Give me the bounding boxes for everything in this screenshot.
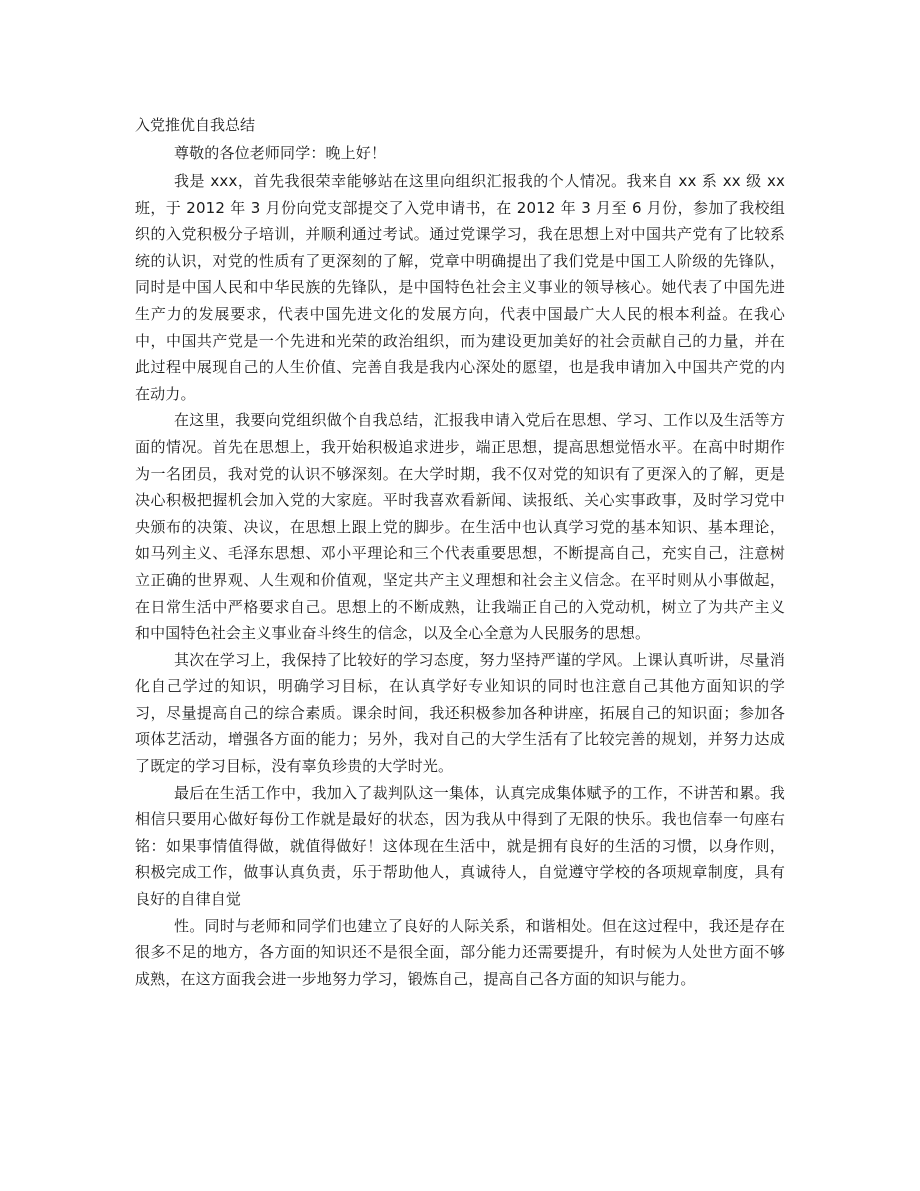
thought-paragraph: 在这里，我要向党组织做个自我总结，汇报我申请入党后在思想、学习、工作以及生活等方面的情况。首先在思想上，我开始积极追求进步，端正思想，提高思想觉悟水平。在高中时期作为一名团员，我对党的认识不够深刻。在大学时期，我不仅对党的知识有了更深入的了解，更是决心积极把握机会加入党的大家庭。平时我喜欢看新闻、读报纸、关心实事政事，及时学习党中央颁布的决策、决议，在思想上跟上党的脚步。在生活中也认真学习党的基本知识、基本理论，如马列主义、毛泽东思想、邓小平理论和三个代表重要思想，不断提高自己，充实自己，注意树立正确的世界观、人生观和价值观，坚定共产主义理想和社会主义信念。在平时则从小事做起，在日常生活中严格要求自己。思想上的不断成熟，让我端正自己的入党动机，树立了为共产主义和中国特色社会主义事业奋斗终生的信念，以及全心全意为人民服务的思想。 xyxy=(135,411,785,643)
study-paragraph: 其次在学习上，我保持了比较好的学习态度，努力坚持严谨的学风。上课认真听讲，尽量消化自己学过的知识，明确学习目标，在认真学好专业知识的同时也注意自己其他方面知识的学习，尽量提高自己的综合素质。课余时间，我还积极参加各种讲座，拓展自己的知识面；参加各项体艺活动，增强各方面的能力；另外，我对自己的大学生活有了比较完善的规划，并努力达成了既定的学习目标，没有辜负珍贵的大学时光。 xyxy=(135,650,785,776)
closing-paragraph: 性。同时与老师和同学们也建立了良好的人际关系，和谐相处。但在这过程中，我还是存在很多不足的地方，各方面的知识还不是很全面，部分能力还需要提升，有时候为人处世方面不够成熟，在这方面我会进一步地努力学习，锻炼自己，提高自己各方面的知识与能力。 xyxy=(135,916,785,988)
greeting-paragraph: 尊敬的各位老师同学：晚上好！ xyxy=(174,144,387,162)
document-body xyxy=(135,113,785,992)
document-title: 入党推优自我总结 xyxy=(135,116,256,134)
life-work-paragraph: 最后在生活工作中，我加入了裁判队这一集体，认真完成集体赋予的工作，不讲苦和累。我相信只要用心做好每份工作就是最好的状态，因为我从中得到了无限的快乐。我也信奉一句座右铭：如果事情值得做，就值得做好！这体现在生活中，就是拥有良好的生活的习惯，以身作则，积极完成工作，做事认真负责，乐于帮助他人，真诚待人，自觉遵守学校的各项规章制度，具有良好的自律自觉 xyxy=(135,783,785,909)
intro-paragraph: 我是 xxx，首先我很荣幸能够站在这里向组织汇报我的个人情况。我来自 xx 系 xx 级 xx 班，于 2012 年 3 月份向党支部提交了入党申请书，在 2012 年 3 月至 6 月份，参加了我校组织的入党积极分子培训，并顺利通过考试。通过党课学习，我在思想上对中国共产党有了比较系统的认识，对党的性质有了更深刻的了解，党章中明确提出了我们党是中国工人阶级的先锋队，同时是中国人民和中华民族的先锋队，是中国特色社会主义事业的领导核心。她代表了中国先进生产力的发展要求，代表中国先进文化的发展方向，代表中国最广大人民的根本利益。在我心中，中国共产党是一个先进和光荣的政治组织，而为建设更加美好的社会贡献自己的力量，并在此过程中展现自己的人生价值、完善自我是我内心深处的愿望，也是我申请加入中国共产党的内在动力。 xyxy=(135,172,785,403)
